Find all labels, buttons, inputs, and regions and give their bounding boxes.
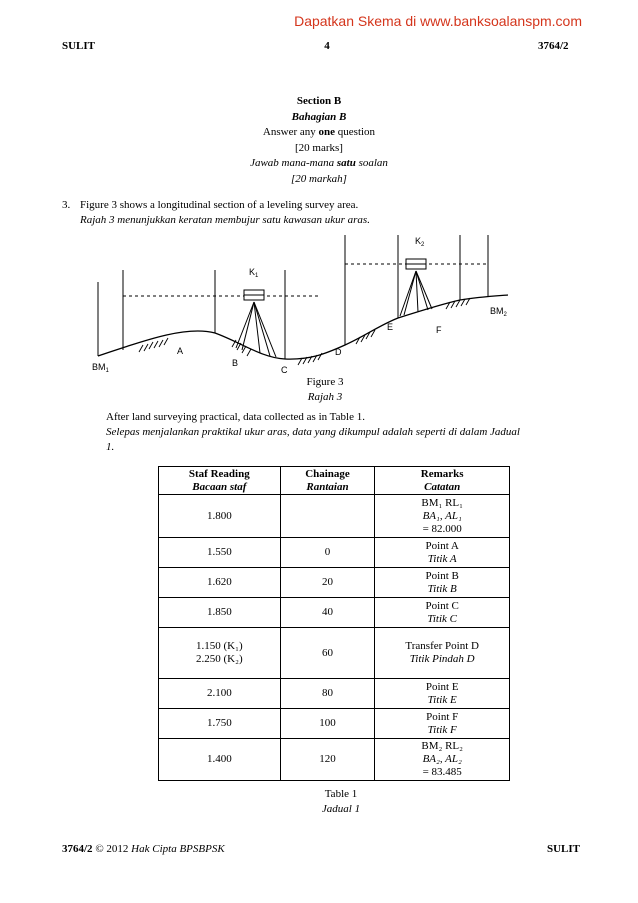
- label-d: D: [335, 347, 342, 357]
- question-text-en: Figure 3 shows a longitudinal section of a leveling survey area.: [80, 199, 359, 211]
- label-k2: $K_2$: [415, 236, 425, 248]
- table-row: 1.750 100 Point F Titik F: [159, 709, 510, 739]
- table-row: 1.800 BM₁ RL₁ BA₁, AL₁ = 82.000: [159, 495, 510, 538]
- question-number: 3.: [62, 199, 71, 211]
- table-row: 1.150 (K₁) 2.250 (K₂) 60 Transfer Point D Titik Pindah D: [159, 628, 510, 679]
- table-row: 1.550 0 Point A Titik A: [159, 538, 510, 568]
- intro-text: [106, 410, 520, 455]
- table-row: 1.850 40 Point C Titik C: [159, 598, 510, 628]
- figure-caption: Figure 3 Rajah 3: [306, 376, 344, 403]
- marks-en: [20 marks]: [295, 141, 343, 154]
- levelling-staffs: [98, 235, 488, 359]
- table-caption: Table 1 Jadual 1: [321, 788, 361, 815]
- label-b: B: [232, 358, 239, 368]
- header-sulit: SULIT: [62, 40, 96, 52]
- table-row: 1.620 20 Point B Titik B: [159, 568, 510, 598]
- instruction-my: Jawab mana-mana satu soalan: [250, 157, 388, 169]
- label-e: E: [387, 322, 394, 332]
- header-chainage: Chainage Rantaian: [280, 467, 375, 495]
- label-f: F: [436, 325, 442, 335]
- table-row: 1.400 120 BM₂ RL₂ BA₂, AL₂ = 83.485: [159, 739, 510, 781]
- header-page-number: 4: [324, 40, 330, 52]
- level-instrument-k2: [400, 259, 432, 316]
- table-1: [158, 466, 510, 781]
- figure-3-diagram: [80, 226, 520, 378]
- label-k1: $K_1$: [249, 267, 259, 279]
- intro-my-line1: Selepas menjalankan praktikal ukur aras, data yang dikumpul adalah seperti di dalam Jadual: [106, 426, 520, 438]
- header-paper-code: 3764/2: [538, 40, 569, 52]
- section-heading: [0, 94, 638, 187]
- label-bm2: $BM_2$: [490, 306, 507, 318]
- section-title-my: Bahagian B: [291, 110, 347, 123]
- label-a: A: [177, 346, 184, 356]
- label-c: C: [281, 365, 288, 375]
- footer-copyright: 3764/2 © 2012 Hak Cipta BPSBPSK: [62, 843, 225, 855]
- ground-profile: [98, 295, 508, 359]
- section-title-en: Section B: [296, 95, 342, 107]
- table-header-row: [159, 467, 510, 495]
- header-remarks: Remarks Catatan: [375, 467, 510, 495]
- marks-my: [20 markah]: [291, 172, 347, 185]
- footer-sulit: SULIT: [547, 843, 581, 855]
- intro-en: After land surveying practical, data collected as in Table 1.: [106, 411, 365, 423]
- question-text-my: Rajah 3 menunjukkan keratan membujur satu kawasan ukur aras.: [80, 214, 370, 226]
- table-row: 2.100 80 Point E Titik E: [159, 679, 510, 709]
- header-staff-reading: Staf Reading Bacaan staf: [159, 467, 281, 495]
- level-instrument-k1: [236, 290, 276, 357]
- watermark-text: Dapatkan Skema di www.banksoalanspm.com: [294, 13, 582, 29]
- label-bm1: $BM_1$: [92, 362, 109, 374]
- instruction-en: Answer any one question: [262, 126, 376, 138]
- intro-my-line2: 1.: [106, 441, 115, 453]
